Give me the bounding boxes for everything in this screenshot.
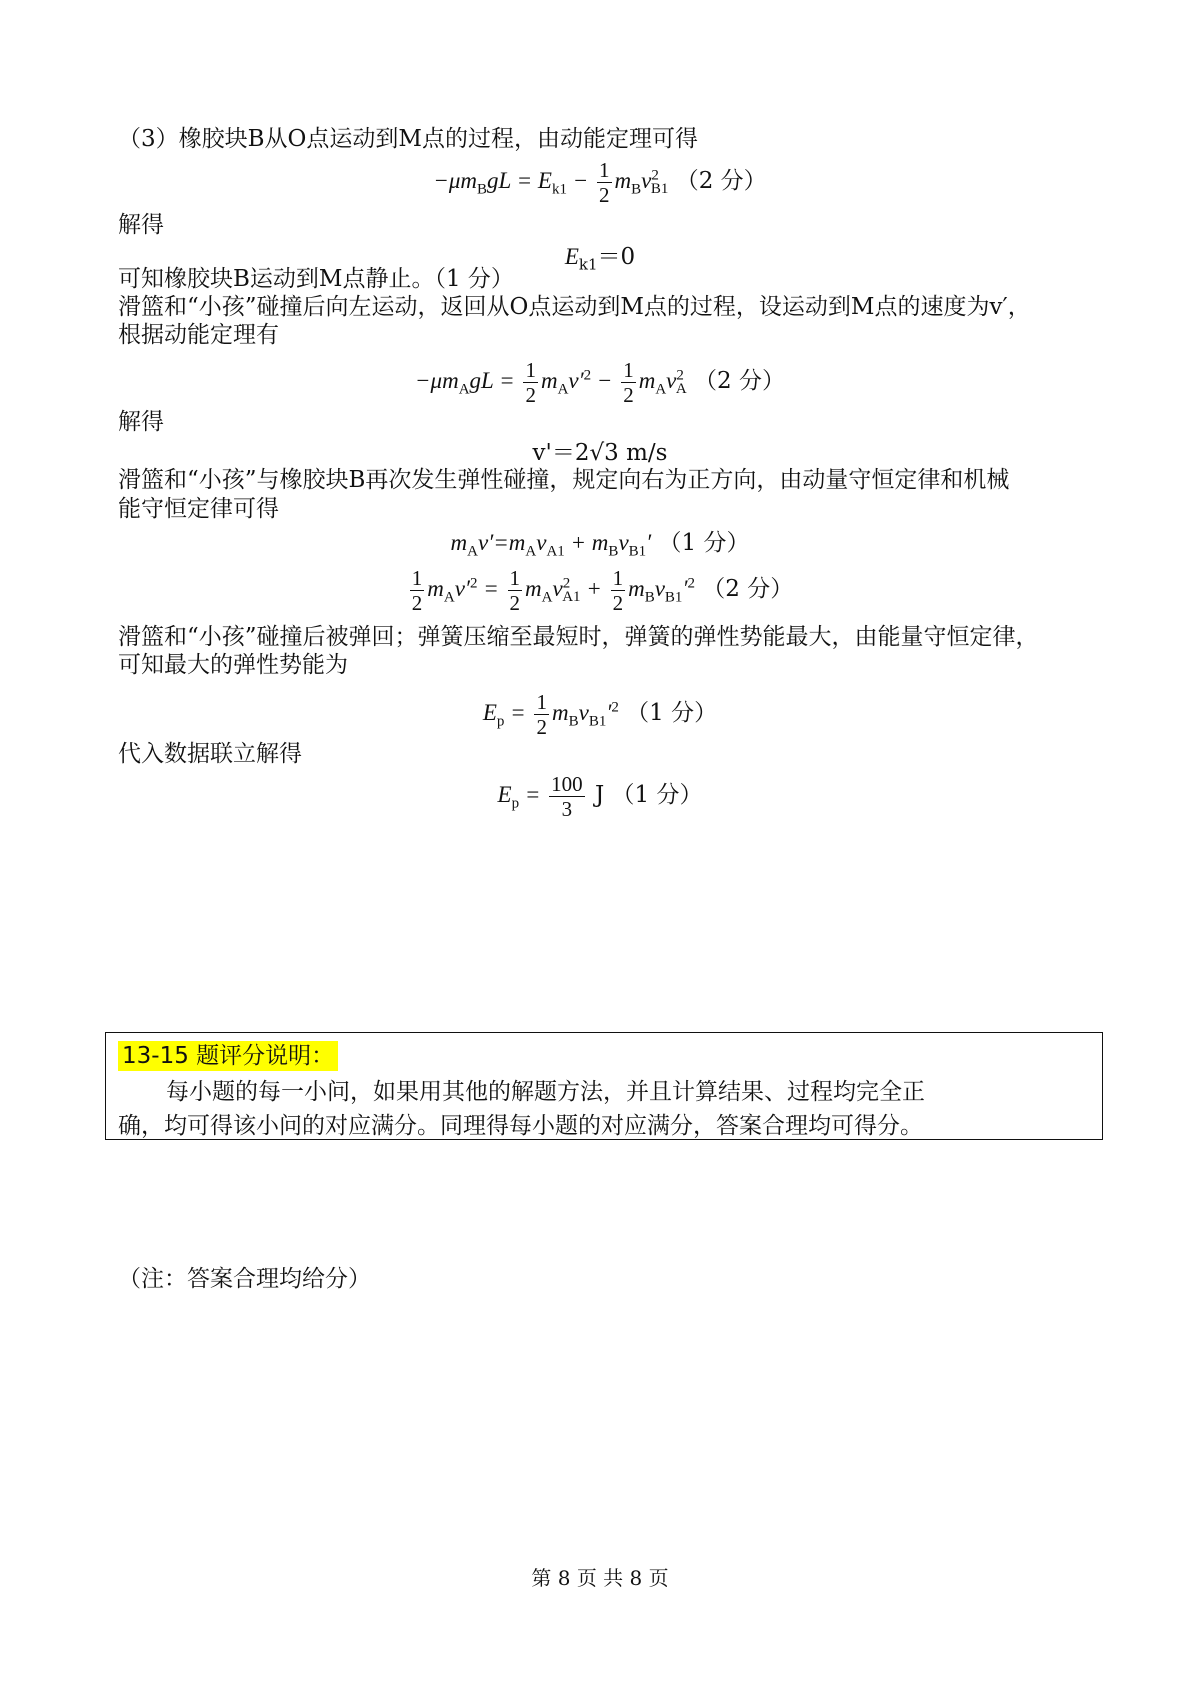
collision-description: 滑篮和“小孩”碰撞后向左运动，返回从O点运动到M点的过程，设运动到M点的速度为v′， bbox=[118, 294, 1031, 320]
equation-8: $E_p$ = $\frac{100}{3}$ J （1 分） bbox=[497, 772, 703, 821]
page-footer: 第 8 页 共 8 页 bbox=[531, 1566, 669, 1590]
equation-5: $m_Av'=m_Av_{A1} + m_Bv_{B1}'$ （1 分） bbox=[450, 530, 750, 560]
solve-label-1: 解得 bbox=[118, 212, 164, 238]
scoring-note-title: 13-15 题评分说明： bbox=[118, 1041, 338, 1071]
remark-note: （注：答案合理均给分） bbox=[118, 1266, 371, 1292]
step3-intro: （3）橡胶块B从O点运动到M点的过程，由动能定理可得 bbox=[118, 126, 698, 152]
solve-label-2: 解得 bbox=[118, 409, 164, 435]
conclusion-stop: 可知橡胶块B运动到M点静止。（1 分） bbox=[118, 266, 514, 292]
equation-3: $-\mu m_AgL$ = $\frac{1}{2}$ $m_Av'^2$ − $\frac{1}{2}$ $m_Av^2_A$ （2 分） bbox=[415, 358, 785, 407]
equation-7: $E_p$ = $\frac{1}{2}$ $m_Bv_{B1}'^2$ （1 分） bbox=[482, 690, 718, 739]
equation-1: $-\mu m_BgL = E_{k1}$ − $\frac{1}{2}$ $m_Bv^2_{B1}$ （2 分） bbox=[433, 158, 767, 207]
scoring-note-box bbox=[105, 1032, 1103, 1140]
equation-4: v'＝2√3 m/s bbox=[532, 440, 668, 466]
equation-2-sub: k1 bbox=[578, 255, 598, 274]
equation-6: $\frac{1}{2}$ $m_Av'^2$ = $\frac{1}{2}$ $m_Av^2_{A1}$ + $\frac{1}{2}$ $m_Bv_{B1}'^2$ （2 分） bbox=[411, 566, 794, 615]
rebound-description: 滑篮和“小孩”碰撞后被弹回；弹簧压缩至最短时，弹簧的弹性势能最大，由能量守恒定律， bbox=[118, 624, 1039, 650]
equation-2-symbol: E bbox=[564, 244, 579, 269]
equation-1-score: （2 分） bbox=[675, 167, 767, 194]
equation-6-score: （2 分） bbox=[702, 575, 794, 602]
scoring-note-line-2: 确，均可得该小问的对应满分。同理得每小题的对应满分，答案合理均可得分。 bbox=[118, 1113, 923, 1139]
elastic-collision-description: 滑篮和“小孩”与橡胶块B再次发生弹性碰撞，规定向右为正方向，由动量守恒定律和机械 bbox=[118, 467, 1010, 493]
equation-8-unit: J bbox=[594, 781, 605, 808]
scoring-note-line-1: 每小题的每一小问，如果用其他的解题方法，并且计算结果、过程均完全正 bbox=[166, 1079, 925, 1105]
equation-3-score: （2 分） bbox=[694, 367, 785, 394]
kinetic-theorem-intro: 根据动能定理有 bbox=[118, 322, 279, 348]
equation-7-score: （1 分） bbox=[626, 699, 718, 726]
substitute-label: 代入数据联立解得 bbox=[118, 741, 302, 767]
scoring-note-body bbox=[118, 1075, 1088, 1143]
equation-8-score: （1 分） bbox=[611, 781, 703, 808]
equation-5-score: （1 分） bbox=[658, 530, 750, 556]
max-potential-intro: 可知最大的弹性势能为 bbox=[118, 652, 348, 678]
conservation-intro: 能守恒定律可得 bbox=[118, 496, 279, 522]
equation-2-rhs: ＝0 bbox=[597, 244, 636, 270]
